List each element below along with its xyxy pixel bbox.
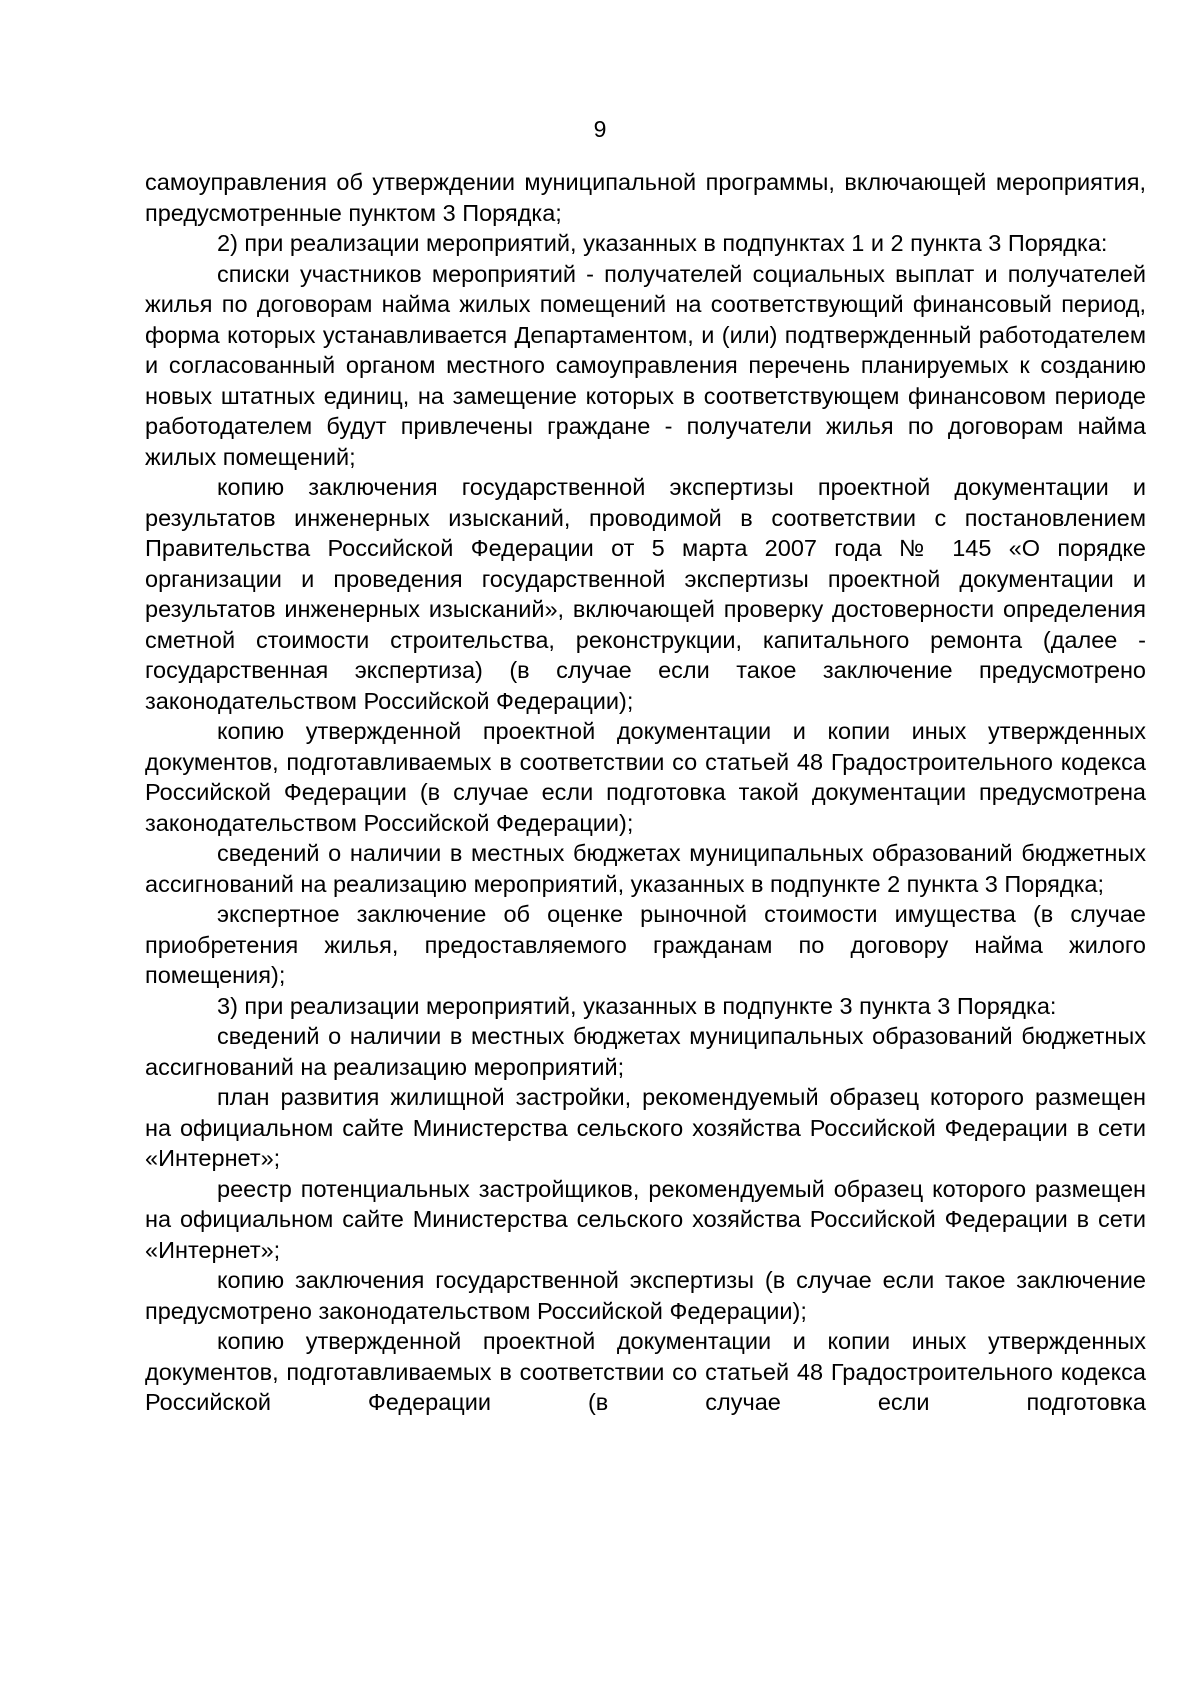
page-number: 9 bbox=[593, 116, 607, 142]
paragraph-item-3: 3) при реализации мероприятий, указанных в подпункте 3 пункта 3 Порядка: bbox=[217, 992, 1057, 1019]
paragraph-housing-plan: план развития жилищной застройки, рекомендуемый образец которого размещен на официальном сайте Министерства сельского хозяйства Российской Федерации в сети «Интернет»; bbox=[145, 1084, 1146, 1171]
paragraph-continuation: самоуправления об утверждении муниципальной программы, включающей мероприятия, предусмотренные пунктом 3 Порядка; bbox=[145, 169, 1146, 226]
paragraph-participant-lists: списки участников мероприятий - получателей социальных выплат и получателей жилья по договорам найма жилых помещений на соответствующий финансовый период, форма которых устанавливается Департаментом, и (или) подтвержденный работодателем и согласованный органом местного самоуправления перечень планируемых к созданию новых штатных единиц, на замещение которых в соответствующем финансовом периоде работодателем будут привлечены граждане - получатели жилья по договорам найма жилых помещений; bbox=[145, 260, 1146, 470]
paragraph-item-2: 2) при реализации мероприятий, указанных в подпунктах 1 и 2 пункта 3 Порядка: bbox=[217, 230, 1108, 256]
paragraph-state-expertise-copy-2: копию заключения государственной экспертизы (в случае если такое заключение предусмотрено законодательством Российской Федерации); bbox=[145, 1267, 1146, 1324]
paragraph-project-docs-copy: копию утвержденной проектной документации и копии иных утвержденных документов, подготавливаемых в соответствии со статьей 48 Градостроительного кодекса Российской Федерации (в случае если подготовка такой документации предусмотрена законодательством Российской Федерации); bbox=[145, 718, 1146, 836]
paragraph-project-docs-copy-2: копию утвержденной проектной документации и копии иных утвержденных документов, подготавливаемых в соответствии со статьей 48 Градостроительного кодекса Российской Федерации (в случае если подготовка bbox=[145, 1328, 1146, 1415]
document-body bbox=[145, 167, 1146, 1418]
paragraph-budget-info: сведений о наличии в местных бюджетах муниципальных образований бюджетных ассигнований на реализацию мероприятий, указанных в подпункте 2 пункта 3 Порядка; bbox=[145, 840, 1146, 897]
paragraph-developers-registry: реестр потенциальных застройщиков, рекомендуемый образец которого размещен на официальном сайте Министерства сельского хозяйства Российской Федерации в сети «Интернет»; bbox=[145, 1175, 1146, 1263]
paragraph-budget-info-2: сведений о наличии в местных бюджетах муниципальных образований бюджетных ассигнований на реализацию мероприятий; bbox=[145, 1023, 1146, 1080]
paragraph-expert-valuation: экспертное заключение об оценке рыночной стоимости имущества (в случае приобретения жилья, предоставляемого гражданам по договору найма жилого помещения); bbox=[145, 901, 1146, 988]
paragraph-state-expertise-copy: копию заключения государственной экспертизы проектной документации и результатов инженерных изысканий, проводимой в соответствии с постановлением Правительства Российской Федерации от 5 марта 2007 года № 145 «О порядке организации и проведения государственной экспертизы проектной документации и результатов инженерных изысканий», включающей проверку достоверности определения сметной стоимости строительства, реконструкции, капитального ремонта (далее - государственная экспертиза) (в случае если такое заключение предусмотрено законодательством Российской Федерации); bbox=[145, 474, 1146, 714]
